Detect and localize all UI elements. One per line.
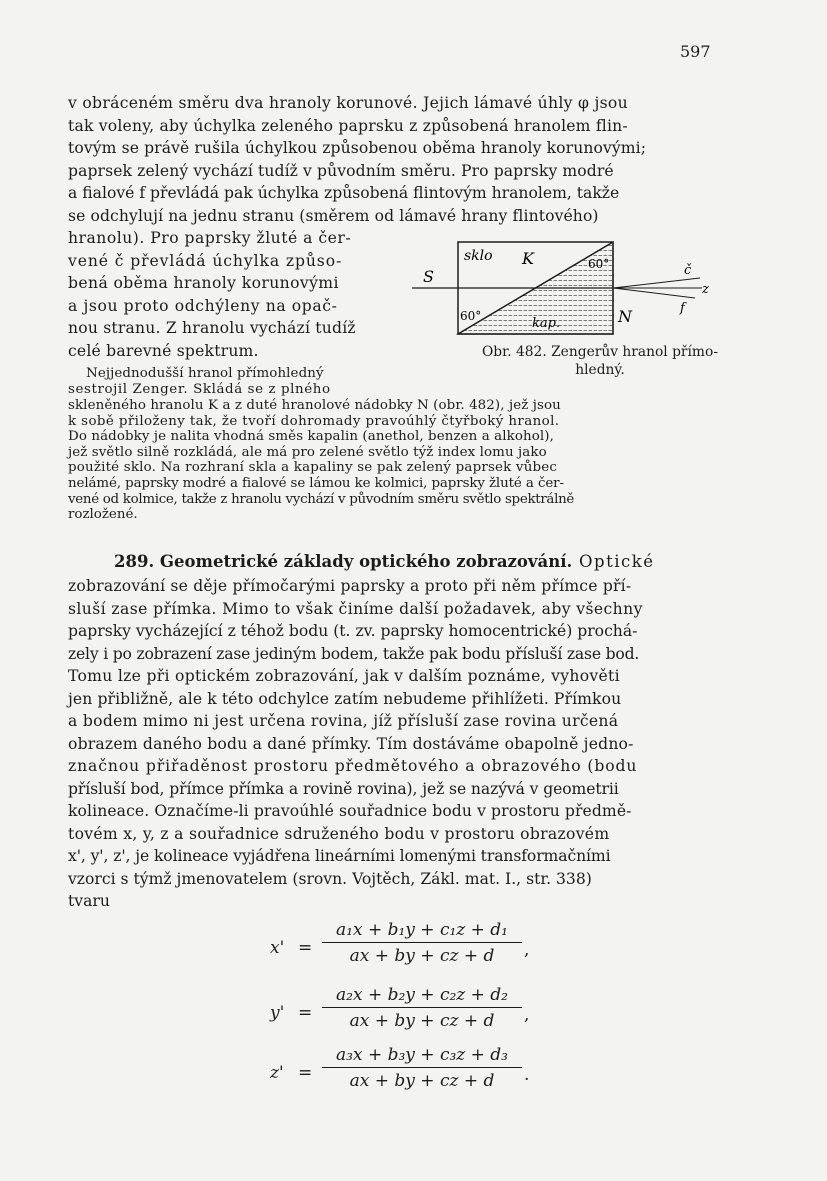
text-line: zobrazování se děje přímočarými paprsky a proto při něm přímce pří- [68, 577, 632, 595]
label-N: N [618, 307, 632, 326]
formula-equals: = [298, 1063, 313, 1083]
formula-lhs: z' [270, 1063, 284, 1083]
text-line: Nejjednodušší hranol přímohledný [86, 366, 324, 381]
caption-line: hledný. [575, 362, 625, 378]
formula-fraction [322, 1045, 522, 1091]
text-line: značnou přiřaděnost prostoru předmětového a obrazového (bodu [68, 757, 638, 775]
label-S: S [423, 267, 434, 286]
page-number: 597 [680, 42, 711, 61]
figure-zenger-prism [390, 238, 710, 348]
text-line: jen přibližně, ale k této odchylce zatím nebudeme přihlížeti. Přímkou [68, 689, 622, 708]
formula-fraction [322, 920, 522, 966]
formula-denominator: ax + by + cz + d [349, 1011, 495, 1031]
section-heading [114, 552, 654, 571]
text-line: zely i po zobrazení zase jediným bodem, takže pak bodu přísluší zase bod. [68, 644, 640, 663]
text-line: vzorci s týmž jmenovatelem (srovn. Vojtěch, Zákl. mat. I., str. 338) [68, 869, 592, 888]
light-ray-f [613, 288, 695, 298]
formula-equals: = [298, 938, 313, 958]
formula-numerator: a₁x + b₁y + c₁z + d₁ [322, 920, 522, 943]
formula-equals: = [298, 1003, 313, 1023]
formula-punct: , [524, 1005, 530, 1025]
section-title: 289. Geometrické základy optického zobrazování. [114, 552, 573, 571]
label-K: K [522, 249, 534, 268]
paragraph-section [68, 575, 718, 913]
paragraph-left [68, 227, 398, 362]
label-sklo: sklo [464, 248, 493, 264]
text-line: sluší zase přímka. Mimo to však činíme další požadavek, aby všechny [68, 599, 643, 618]
formula-punct: . [524, 1065, 530, 1085]
label-60-top: 60° [588, 257, 610, 271]
text-line: nou stranu. Z hranolu vychází tudíž [68, 319, 356, 337]
text-line: a jsou proto odchýleny na opač- [68, 296, 338, 315]
formula-numerator: a₂x + b₂y + c₂z + d₂ [322, 985, 522, 1008]
text-line: obrazem daného bodu a dané přímky. Tím dostáváme obapolně jedno- [68, 734, 634, 753]
text-line: tovým se právě rušila úchylkou způsobenou oběma hranoly korunovými; [68, 139, 647, 157]
label-z: z [702, 282, 709, 297]
text-line: nelámé, paprsky modré a fialové se lámou ke kolmici, paprsky žluté a čer- [68, 475, 564, 491]
text-line: hranolu). Pro paprsky žluté a čer- [68, 229, 352, 247]
text-line: tvaru [68, 892, 110, 910]
light-ray-c [613, 278, 700, 288]
section-heading-tail: Optické [572, 552, 655, 571]
formula-denominator: ax + by + cz + d [349, 946, 495, 966]
formula-denominator: ax + by + cz + d [349, 1071, 495, 1091]
text-line: vené č převládá úchylka způso- [68, 251, 343, 270]
paragraph-top [68, 92, 712, 227]
text-line: se odchylují na jednu stranu (směrem od lámavé hrany flintového) [68, 206, 599, 225]
text-line: bená oběma hranoly korunovými [68, 274, 339, 292]
formula-lhs: x' [270, 938, 285, 958]
label-kap: kap. [532, 316, 561, 331]
text-line: a bodem mimo ni jest určena rovina, jíž přísluší zase rovina určená [68, 712, 619, 730]
paragraph-small-left [68, 366, 398, 397]
label-c: č [684, 263, 692, 278]
text-line: sestrojil Zenger. Skládá se z plného [68, 381, 331, 397]
text-line: paprsek zelený vychází tudíž v původním směru. Pro paprsky modré [68, 161, 614, 180]
text-line: skleněného hranolu K a z duté hranolové nádobky N (obr. 482), jež jsou [68, 398, 561, 413]
formula-fraction [322, 985, 522, 1031]
text-line: tak voleny, aby úchylka zeleného paprsku z způsobená hranolem flin- [68, 116, 628, 135]
formula-lhs: y' [270, 1003, 285, 1023]
text-line: tovém x, y, z a souřadnice sdruženého bodu v prostoru obrazovém [68, 824, 610, 843]
formula-punct: , [524, 940, 530, 960]
text-line: rozložené. [68, 507, 138, 523]
text-line: Tomu lze při optickém zobrazování, jak v dalším poznáme, vyhověti [68, 667, 620, 685]
caption-line: Obr. 482. Zengerův hranol přímo- [482, 344, 718, 360]
label-60-bottom: 60° [460, 309, 482, 323]
paragraph-small-full [68, 398, 718, 523]
text-line: paprsky vycházející z téhož bodu (t. zv. paprsky homocentrické) prochá- [68, 622, 638, 640]
text-line: Do nádobky je nalita vhodná směs kapalin (anethol, benzen a alkohol), [68, 429, 554, 445]
formula-numerator: a₃x + b₃y + c₃z + d₃ [322, 1045, 522, 1068]
text-line: k sobě přiloženy tak, že tvoří dohromady pravoúhlý čtyřboký hranol. [68, 413, 560, 429]
text-line: celé barevné spektrum. [68, 341, 259, 360]
label-f: f [680, 301, 685, 316]
text-line: x', y', z', je kolineace vyjádřena lineárními lomenými transformačními [68, 847, 611, 865]
figure-caption [470, 343, 730, 379]
text-line: použité sklo. Na rozhraní skla a kapaliny se pak zelený paprsek vůbec [68, 460, 558, 476]
text-line: vené od kolmice, takže z hranolu vychází v původním směru světlo spektrálně [68, 491, 575, 507]
text-line: a fialové f převládá pak úchylka způsobená flintovým hranolem, takže [68, 184, 620, 202]
text-line: v obráceném směru dva hranoly korunové. Jejich lámavé úhly φ jsou [68, 94, 628, 112]
text-line: přísluší bod, přímce přímka a rovině rovina), jež se nazývá v geometrii [68, 779, 619, 798]
text-line: jež světlo silně rozkládá, ale má pro zelené světlo týž index lomu jako [68, 444, 547, 460]
text-line: kolineace. Označíme-li pravoúhlé souřadnice bodu v prostoru předmě- [68, 802, 632, 820]
